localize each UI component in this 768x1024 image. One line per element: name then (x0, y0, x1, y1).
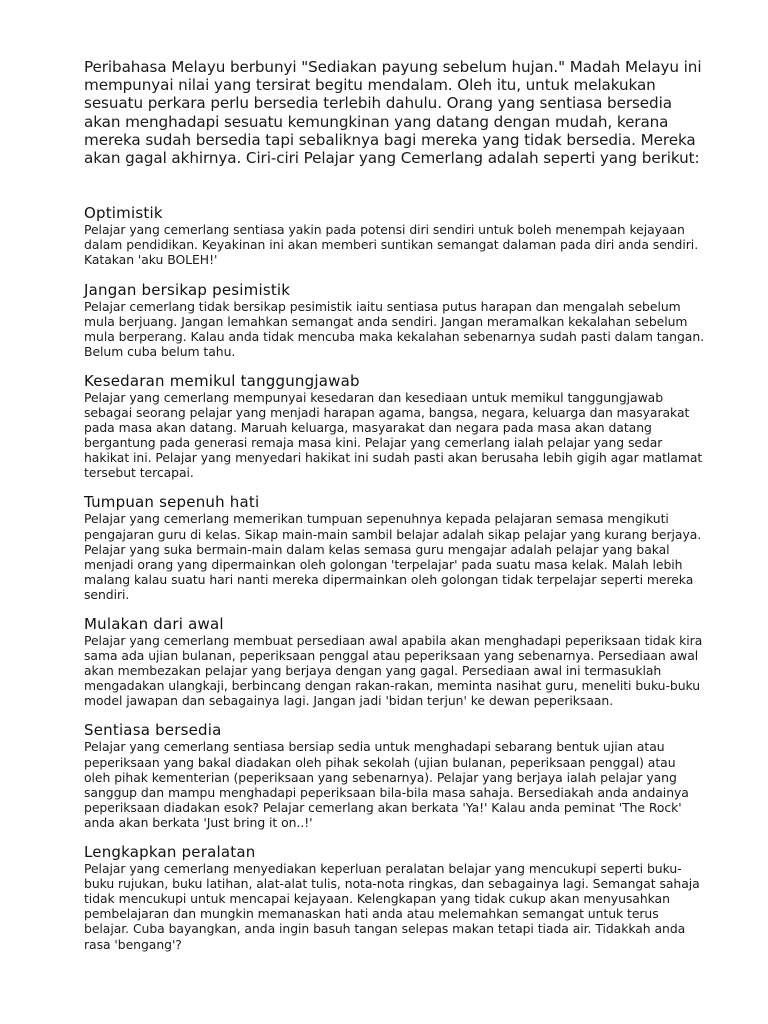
section-body: Pelajar yang cemerlang sentiasa yakin pada potensi diri sendiri untuk boleh menempah kejayaan dalam pendidikan. Keyakinan ini akan memberi suntikan semangat dalaman pada diri anda sendiri. Katakan 'aku BOLEH!' (84, 222, 699, 268)
section-body: Pelajar yang cemerlang membuat persediaan awal apabila akan menghadapi peperiksaan tidak kira sama ada ujian bulanan, peperiksaan penggal atau peperiksaan yang sebenarnya. Persediaan awal akan membezakan pelajar yang berjaya dengan yang gagal. Persediaan awal ini termasuklah mengadakan ulangkaji, berbincang dengan rakan-rakan, meminta nasihat guru, meneliti buku-buku model jawapan dan sebagainya lagi. Jangan jadi 'bidan terjun' ke dewan peperiksaan. (84, 633, 703, 709)
document-page (84, 58, 704, 966)
section-heading: Jangan bersikap pesimistik (84, 280, 291, 299)
section-heading: Tumpuan sepenuh hati (84, 493, 260, 512)
section-optimistik (84, 205, 704, 267)
section-jangan-bersikap-pesimistik (84, 282, 704, 359)
section-heading: Optimistik (84, 204, 163, 223)
section-heading: Kesedaran memikul tanggungjawab (84, 371, 360, 390)
section-body: Pelajar yang cemerlang mempunyai kesedaran dan kesediaan untuk memikul tanggungjawab sebagai seorang pelajar yang menjadi harapan agama, bangsa, negara, keluarga dan masyarakat pada masa akan datang. Maruah keluarga, masyarakat dan negara pada masa akan datang bergantung pada generasi remaja masa kini. Pelajar yang cemerlang ialah pelajar yang sedar hakikat ini. Pelajar yang menyedari hakikat ini sudah pasti akan berusaha lebih gigih agar matlamat tersebut tercapai. (84, 389, 703, 481)
intro-paragraph: Peribahasa Melayu berbunyi "Sediakan payung sebelum hujan." Madah Melayu ini mempunyai nilai yang tersirat begitu mendalam. Oleh itu, untuk melakukan sesuatu perkara perlu bersedia terlebih dahulu. Orang yang sentiasa bersedia akan menghadapi sesuatu kemungkinan yang datang dengan mudah, kerana mereka sudah bersedia tapi sebaliknya bagi mereka yang tidak bersedia. Mereka akan gagal akhirnya. Ciri-ciri Pelajar yang Cemerlang adalah seperti yang berikut: (84, 58, 702, 168)
section-heading: Lengkapkan peralatan (84, 843, 256, 862)
section-kesedaran-memikul-tanggungjawab (84, 373, 704, 481)
section-body: Pelajar yang cemerlang memerikan tumpuan sepenuhnya kepada pelajaran semasa mengikuti pengajaran guru di kelas. Sikap main-main sambil belajar adalah sikap pelajar yang kurang berjaya. Pelajar yang suka bermain-main dalam kelas semasa guru mengajar adalah pelajar yang bakal menjadi orang yang dipermainkan oleh golongan 'terpelajar' pada suatu masa kelak. Malah lebih malang kalau suatu hari nanti mereka dipermainkan oleh golongan tidak terpelajar seperti mereka sendiri. (84, 511, 702, 602)
section-heading: Mulakan dari awal (84, 615, 224, 633)
section-body: Pelajar yang cemerlang sentiasa bersiap sedia untuk menghadapi sebarang bentuk ujian atau peperiksaan yang bakal diadakan oleh pihak sekolah (ujian bulanan, peperiksaan penggal) atau oleh pihak kementerian (peperiksaan yang sebenarnya). Pelajar yang berjaya ialah pelajar yang sanggup dan mampu menghadapi peperiksaan bila-bila masa sahaja. Bersediakah anda andainya peperiksaan diadakan esok? Pelajar cemerlang akan berkata 'Ya!' Kalau anda peminat 'The Rock' anda akan berkata 'Just bring it on..!' (84, 739, 689, 830)
section-lengkapkan-peralatan (84, 844, 704, 952)
section-body: Pelajar yang cemerlang menyediakan keperluan peralatan belajar yang mencukupi seperti buku-buku rujukan, buku latihan, alat-alat tulis, nota-nota ringkas, dan sebagainya lagi. Semangat sahaja tidak mencukupi untuk mencapai kejayaan. Kelengkapan yang tidak cukup akan menyusahkan pembelajaran dan mungkin memanaskan hati anda atau melemahkan semangat untuk terus belajar. Cuba bayangkan, anda ingin basuh tangan selepas makan tetapi tiada air. Tidakkah anda rasa 'bengang'? (84, 861, 700, 952)
section-body: Pelajar cemerlang tidak bersikap pesimistik iaitu sentiasa putus harapan dan mengalah sebelum mula berjuang. Jangan lemahkan semangat anda sendiri. Jangan meramalkan kekalahan sebelum mula berperang. Kalau anda tidak mencuba maka kekalahan sebenarnya sudah pasti dalam tangan. Belum cuba belum tahu. (84, 298, 705, 359)
section-tumpuan-sepenuh-hati (84, 494, 704, 602)
section-mulakan-dari-awal (84, 616, 704, 708)
section-heading: Sentiasa bersedia (84, 721, 222, 740)
section-sentiasa-bersedia (84, 722, 704, 830)
